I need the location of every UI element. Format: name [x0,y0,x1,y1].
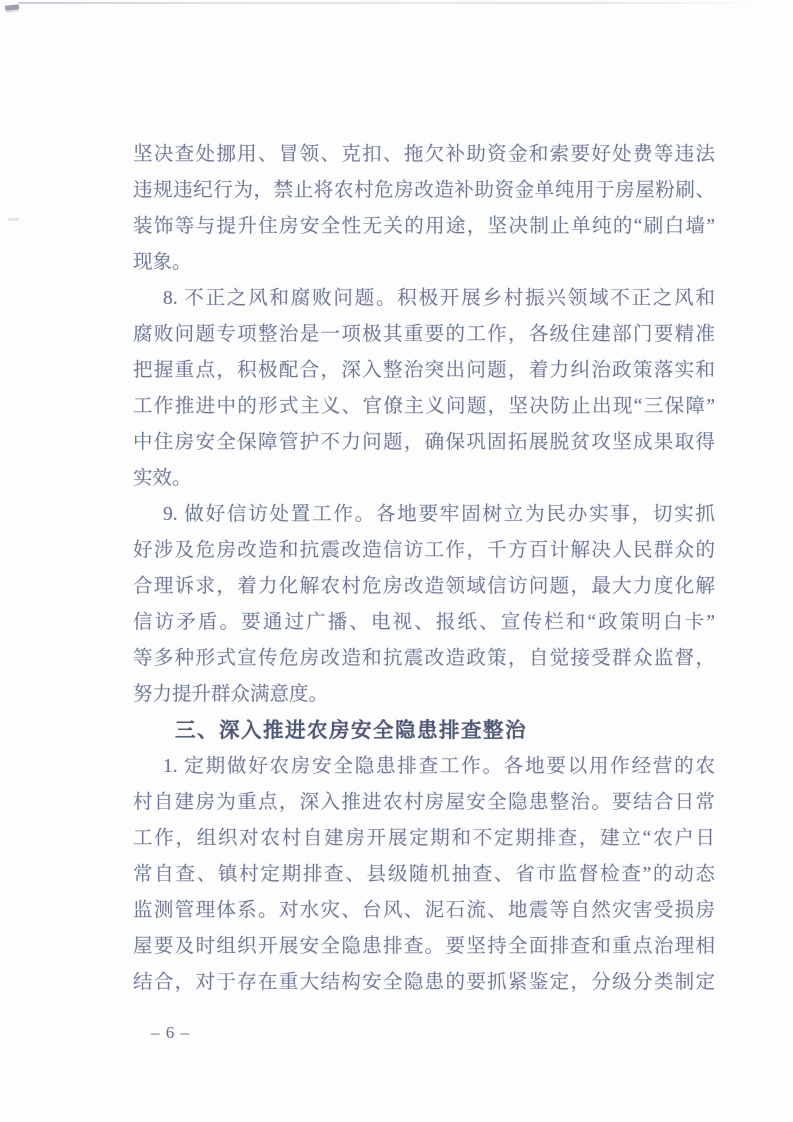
text-line: 村自建房为重点，深入推进农村房屋安全隐患整治。要结合日常 [133,792,715,813]
text-line: 违规违纪行为，禁止将农村危房改造补助资金单纯用于房屋粉刷、 [133,180,715,201]
text-line: 常自查、镇村定期排查、县级随机抽查、省市监督检查”的动态 [133,864,715,885]
text-line: 现象。 [133,252,192,273]
section-heading: 三、深入推进农房安全隐患排查整治 [175,719,527,742]
scan-artifact-top-line [18,2,766,4]
text-line: 中住房安全保障管护不力问题，确保巩固拓展脱贫攻坚成果取得 [133,432,715,453]
scan-artifact-corner-mark [5,4,19,10]
text-line: 工作，组织对农村自建房开展定期和不定期排查，建立“农户日 [133,828,715,849]
document-body [133,137,715,1001]
text-line: 合理诉求，着力化解农村危房改造领域信访问题，最大力度化解 [133,576,715,597]
text-line: 努力提升群众满意度。 [133,684,329,705]
text-line: 结合，对于存在重大结构安全隐患的要抓紧鉴定，分级分类制定 [133,972,715,993]
text-line: 9. 做好信访处置工作。各地要牢固树立为民办实事，切实抓 [163,504,715,525]
text-line: 把握重点，积极配合，深入整治突出问题，着力纠治政策落实和 [133,360,715,381]
text-line: 好涉及危房改造和抗震改造信访工作，千方百计解决人民群众的 [133,540,715,561]
text-line: 屋要及时组织开展安全隐患排查。要坚持全面排查和重点治理相 [133,936,715,957]
text-line: 坚决查处挪用、冒领、克扣、拖欠补助资金和索要好处费等违法 [133,144,715,165]
text-line: 1. 定期做好农房安全隐患排查工作。各地要以用作经营的农 [163,756,715,777]
text-line: 8. 不正之风和腐败问题。积极开展乡村振兴领域不正之风和 [163,288,715,309]
text-line: 工作推进中的形式主义、官僚主义问题，坚决防止出现“三保障” [133,396,715,417]
text-line: 装饰等与提升住房安全性无关的用途，坚决制止单纯的“刷白墙” [133,216,715,237]
text-line: 实效。 [133,468,192,489]
scan-artifact-smudge [8,218,19,221]
text-line: 等多种形式宣传危房改造和抗震改造政策，自觉接受群众监督， [133,648,715,669]
page-number: – 6 – [151,1023,190,1042]
text-line: 监测管理体系。对水灾、台风、泥石流、地震等自然灾害受损房 [133,900,715,921]
text-line: 腐败问题专项整治是一项极其重要的工作，各级住建部门要精准 [133,324,715,345]
text-line: 信访矛盾。要通过广播、电视、报纸、宣传栏和“政策明白卡” [133,612,715,633]
